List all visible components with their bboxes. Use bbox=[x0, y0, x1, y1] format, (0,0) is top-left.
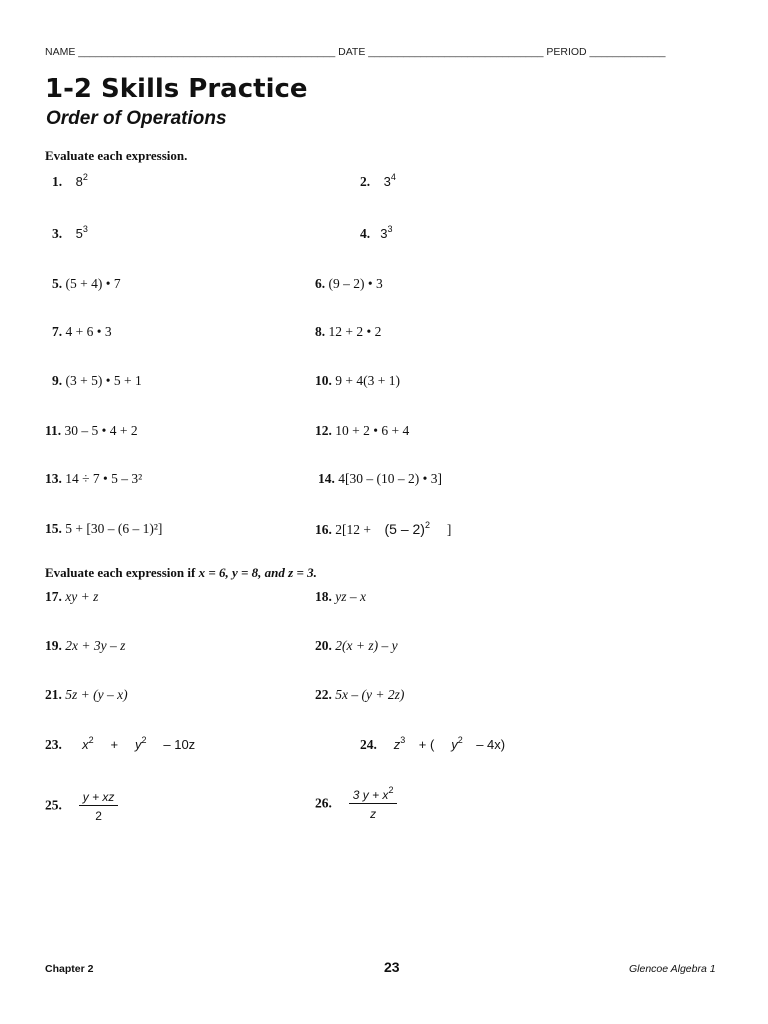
page-subtitle: Order of Operations bbox=[46, 108, 227, 129]
problem-22: 22. 5x – (y + 2z) bbox=[315, 687, 405, 702]
problem-21: 21. 5z + (y – x) bbox=[45, 687, 128, 702]
name-date-period-line: NAME ____________________________________________ DATE ______________________________ PERIOD _____________ bbox=[45, 46, 666, 58]
problem-26: 26. $\frac{3 y + x^2}{z}$ bbox=[315, 788, 397, 821]
problem-6: 6. (9 – 2) • 3 bbox=[315, 276, 383, 291]
problem-3: 3. $5^3$ bbox=[52, 224, 88, 241]
footer-chapter: Chapter 2 bbox=[45, 963, 94, 975]
problem-13: 13. 14 ÷ 7 • 5 – 3² bbox=[45, 471, 143, 486]
problem-7: 7. 4 + 6 • 3 bbox=[52, 324, 112, 339]
fraction: $\frac{3 y + x^2}{z}$ bbox=[349, 788, 398, 821]
problem-17: 17. xy + z bbox=[45, 589, 99, 604]
problem-1: 1. $8^2$ bbox=[52, 172, 88, 189]
problem-25: 25. $\frac{y + xz}{2}$ bbox=[45, 790, 118, 823]
problem-23: 23. $x^2$ + $y^2$ – 10z bbox=[45, 735, 196, 752]
problem-24: 24. $z^3$ + ( $y^2$ – 4x) bbox=[360, 735, 506, 752]
problem-2: 2. $3^4$ bbox=[360, 172, 396, 189]
problem-10: 10. 9 + 4(3 + 1) bbox=[315, 373, 400, 388]
fraction: $\frac{y + xz}{2}$ bbox=[79, 790, 119, 823]
section1-instruction: Evaluate each expression. bbox=[45, 148, 188, 163]
problem-11: 11. 30 – 5 • 4 + 2 bbox=[45, 423, 138, 438]
problem-19: 19. 2x + 3y – z bbox=[45, 638, 126, 653]
problem-20: 20. 2(x + z) – y bbox=[315, 638, 398, 653]
page-number: 23 bbox=[384, 959, 400, 975]
problem-16: 16. 2[12 + (5 – 2)$^2$ ] bbox=[315, 520, 452, 537]
problem-14: 14. 4[30 – (10 – 2) • 3] bbox=[318, 471, 442, 486]
problem-15: 15. 5 + [30 – (6 – 1)²] bbox=[45, 521, 163, 536]
problem-18: 18. yz – x bbox=[315, 589, 366, 604]
problem-5: 5. (5 + 4) • 7 bbox=[52, 276, 121, 291]
problem-4: 4. $3^3$ bbox=[360, 224, 393, 241]
page-title: 1-2 Skills Practice bbox=[45, 74, 308, 104]
problem-12: 12. 10 + 2 • 6 + 4 bbox=[315, 423, 410, 438]
problem-8: 8. 12 + 2 • 2 bbox=[315, 324, 382, 339]
problem-9: 9. (3 + 5) • 5 + 1 bbox=[52, 373, 142, 388]
section2-instruction: Evaluate each expression if x = 6, y = 8, and z = 3. bbox=[45, 565, 317, 580]
footer-book-title: Glencoe Algebra 1 bbox=[629, 963, 716, 975]
